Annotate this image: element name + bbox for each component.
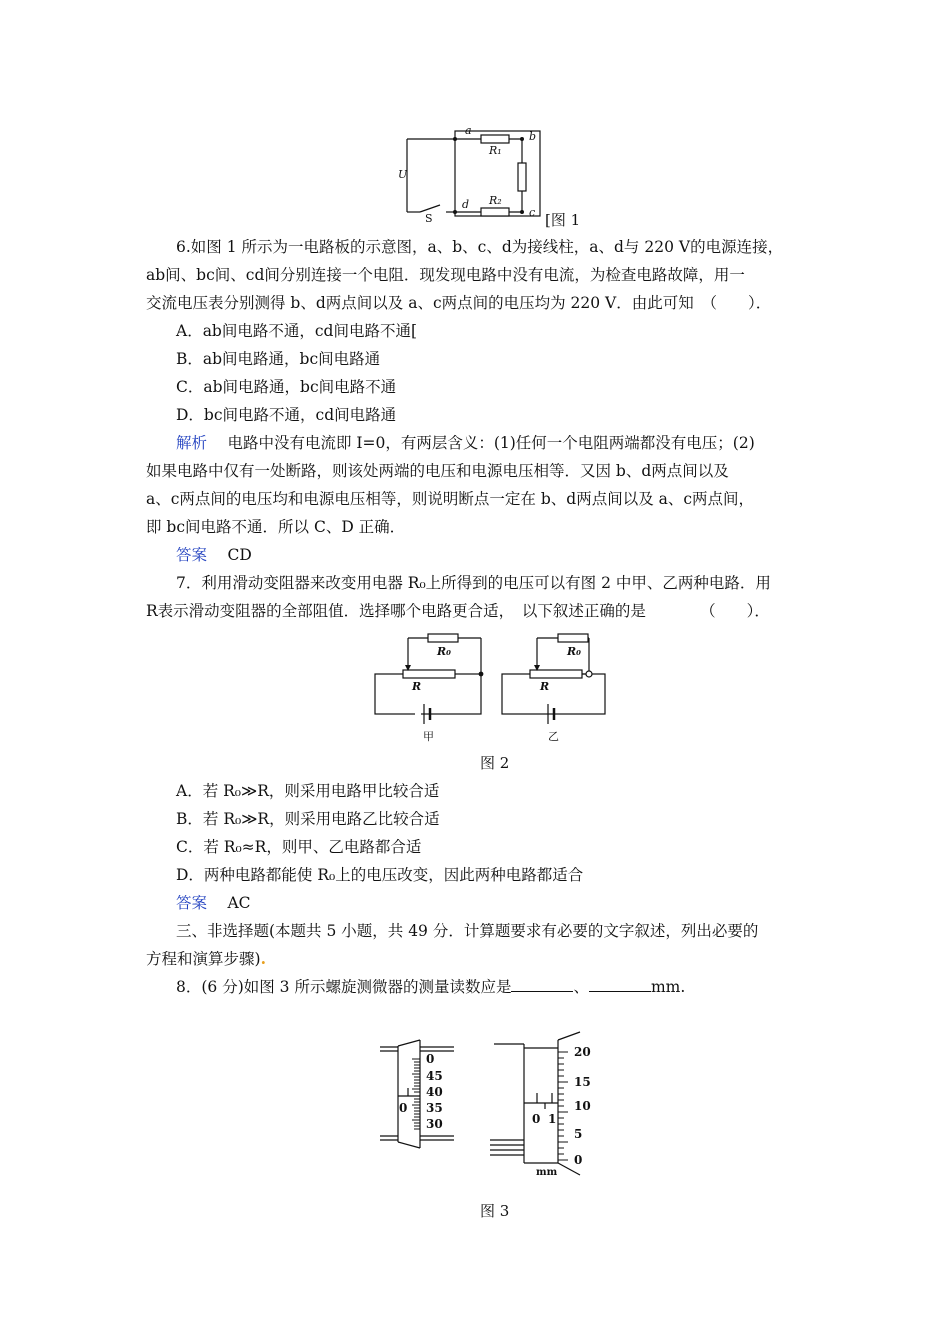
- q6-option-d: D．bc间电路不通，cd间电路通: [176, 406, 397, 424]
- fig2-jia-r-label: R: [412, 680, 422, 693]
- fig3-left-main-zero: 0: [399, 1101, 408, 1115]
- fig1-label-a: a: [465, 124, 472, 137]
- q6-analysis-4: 即 bc间电路不通．所以 C、D 正确．: [146, 518, 406, 536]
- fig1-label-r1: R₁: [489, 144, 502, 157]
- fig2-yi-r0-label: R₀: [567, 645, 581, 658]
- q6-stem-1: 6.如图 1 所示为一电路板的示意图，a、b、c、d为接线柱，a、d与 220 V的电源连接，: [176, 238, 784, 256]
- fig1-label-c: c: [529, 206, 536, 219]
- q7-option-a: A．若 R₀≫R，则采用电路甲比较合适: [176, 782, 440, 800]
- fig1-label-b: b: [529, 130, 537, 143]
- fig2-jia-caption: 甲: [423, 730, 434, 743]
- q8-blank-1[interactable]: [511, 977, 573, 992]
- q6-stem-2: ab间、bc间、cd间分别连接一个电阻．现发现电路中没有电流，为检查电路故障，用一: [146, 266, 745, 284]
- q7-option-b: B．若 R₀≫R，则采用电路乙比较合适: [176, 810, 440, 828]
- section-3-heading-2: [146, 948, 266, 970]
- fig1-label-u: U: [398, 168, 408, 181]
- section-3-heading: 三、非选择题(本题共 5 小题，共 49 分．计算题要求有必要的文字叙述，列出必要的: [176, 922, 759, 940]
- fig1-label-r2: R₂: [489, 194, 502, 207]
- q8-unit: mm.: [650, 978, 686, 996]
- fig2-yi-caption: 乙: [548, 730, 559, 743]
- q6-answer-value: CD: [227, 546, 252, 564]
- section-3-dot: .: [260, 949, 266, 968]
- fig3-right-tick-5: 5: [574, 1127, 583, 1141]
- q6-analysis-2: 如果电路中仅有一处断路，则该处两端的电压和电源电压相等．又因 b、d两点间以及: [146, 462, 729, 480]
- fig3-right-tick-10: 10: [574, 1099, 591, 1113]
- fig3-unit-label: mm: [536, 1167, 558, 1178]
- q6-analysis-3: a、c两点间的电压均和电源电压相等，则说明断点一定在 b、d两点间以及 a、c两点间，: [146, 490, 755, 508]
- q6-analysis-label: 解析: [176, 434, 208, 452]
- q6-analysis-text: 电路中没有电流即 I=0，有两层含义：(1)任何一个电阻两端都没有电压；(2): [227, 434, 755, 452]
- section-3-heading-text: 方程和演算步骤): [146, 950, 261, 968]
- q7-stem-2: R表示滑动变阻器的全部阻值．选择哪个电路更合适， 以下叙述正确的是 （ ）．: [146, 602, 770, 620]
- q7-answer: [176, 892, 251, 914]
- q7-option-d: D．两种电路都能使 R₀上的电压改变，因此两种电路都适合: [176, 866, 584, 884]
- q8-separator: 、: [573, 978, 589, 996]
- q7-option-c: C．若 R₀≈R，则甲、乙电路都合适: [176, 838, 422, 856]
- q6-answer: [176, 544, 252, 566]
- fig3-right-tick-15: 15: [574, 1075, 591, 1089]
- figure-1-circuit: [0, 0, 950, 240]
- fig2-yi-r-label: R: [540, 680, 550, 693]
- figure-2-circuits: [0, 628, 950, 758]
- q7-answer-value: AC: [227, 894, 251, 912]
- q6-option-c: C．ab间电路通，bc间电路不通: [176, 378, 397, 396]
- q8-stem-text: 8．(6 分)如图 3 所示螺旋测微器的测量读数应是: [176, 978, 512, 996]
- q6-answer-label: 答案: [176, 546, 208, 564]
- fig3-right-tick-0: 0: [574, 1153, 583, 1167]
- q6-option-b: B．ab间电路通，bc间电路通: [176, 350, 381, 368]
- fig3-right-main-1: 1: [548, 1112, 557, 1126]
- q7-stem-1: 7．利用滑动变阻器来改变用电器 R₀上所得到的电压可以有图 2 中甲、乙两种电路．用: [176, 574, 771, 592]
- fig1-label-s: S: [425, 212, 433, 225]
- q8-blank-2[interactable]: [589, 977, 651, 992]
- fig3-left-tick-0: 0: [426, 1052, 435, 1066]
- fig3-left-tick-35: 35: [426, 1101, 443, 1115]
- figure-1-caption: [图 1: [545, 211, 581, 229]
- fig3-left-tick-30: 30: [426, 1117, 443, 1131]
- q6-stem-3: 交流电压表分别测得 b、d两点间以及 a、c两点间的电压均为 220 V．由此可知 （ ）．: [146, 294, 772, 312]
- fig3-right-tick-20: 20: [574, 1045, 591, 1059]
- fig3-left-tick-45: 45: [426, 1069, 443, 1083]
- fig1-label-d: d: [462, 198, 470, 211]
- figure-3-micrometers: [0, 1010, 950, 1190]
- q6-option-a: A．ab间电路不通，cd间电路不通[: [176, 322, 418, 340]
- q8-stem: [176, 976, 685, 998]
- q6-analysis-1: [176, 432, 755, 454]
- figure-3-caption: 图 3: [480, 1202, 510, 1220]
- fig3-left-tick-40: 40: [426, 1085, 443, 1099]
- fig3-right-main-0: 0: [532, 1112, 541, 1126]
- figure-2-caption: 图 2: [480, 754, 510, 772]
- fig2-jia-r0-label: R₀: [437, 645, 451, 658]
- q7-answer-label: 答案: [176, 894, 208, 912]
